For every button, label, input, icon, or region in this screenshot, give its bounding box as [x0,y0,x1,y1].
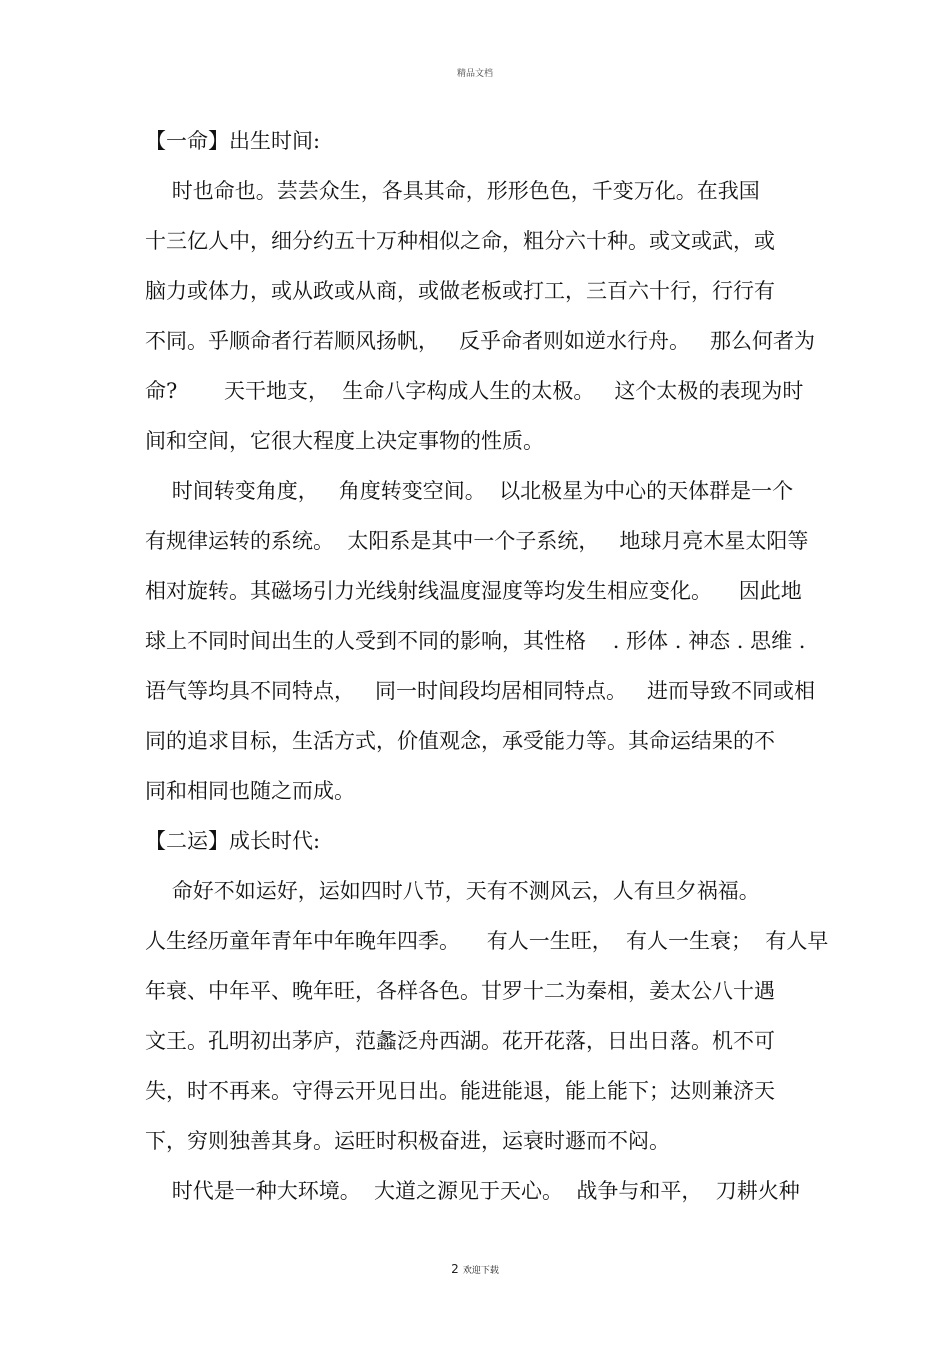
text-line: 同的追求目标，生活方式，价值观念，承受能力等。其命运结果的不 [145,729,775,753]
page-number: 2 [451,1262,459,1276]
text-line: 失，时不再来。守得云开见日出。能进能退，能上能下；达则兼济天 [145,1079,775,1103]
text-line: 有规律运转的系统。 太阳系是其中一个子系统， 地球月亮木星太阳等 [145,529,809,553]
page-header: 精品文档 [456,69,493,79]
text-line: 相对旋转。其磁场引力光线射线温度湿度等均发生相应变化。 因此地 [145,579,802,603]
text-line: 【二运】成长时代: [145,829,321,853]
text-line: 间和空间，它很大程度上决定事物的性质。 [145,429,544,453]
text-line: 时也命也。芸芸众生，各具其命，形形色色，千变万化。在我国 [145,179,760,203]
text-line: 文王。孔明初出茅庐，范蠡泛舟西湖。花开花落，日出日落。机不可 [145,1029,775,1053]
text-line: 脑力或体力，或从政或从商，或做老板或打工，三百六十行，行行有 [145,279,775,303]
text-line: 语气等均具不同特点， 同一时间段均居相同特点。 进而导致不同或相 [145,679,816,703]
text-line: 时间转变角度， 角度转变空间。 以北极星为中心的天体群是一个 [145,479,794,503]
text-line: 同和相同也随之而成。 [145,779,355,803]
text-line: 球上不同时间出生的人受到不同的影响，其性格 . 形体 . 神态 . 思维 . [145,629,806,653]
text-line: 人生经历童年青年中年晚年四季。 有人一生旺， 有人一生衰； 有人早 [145,929,829,953]
page-footer [0,1258,950,1277]
footer-text: 欢迎下载 [462,1266,499,1276]
text-line: 下，穷则独善其身。运旺时积极奋进，运衰时遯而不闷。 [145,1129,670,1153]
text-line: 十三亿人中，细分约五十万种相似之命，粗分六十种。或文或武，或 [145,229,775,253]
text-line: 命? 天干地支， 生命八字构成人生的太极。 这个太极的表现为时 [145,379,804,403]
text-line: 年衰、中年平、晚年旺，各样各色。甘罗十二为秦相，姜太公八十遇 [145,979,775,1003]
text-line: 时代是一种大环境。 大道之源见于天心。 战争与和平， 刀耕火种 [145,1179,800,1203]
text-line: 不同。乎顺命者行若顺风扬帆， 反乎命者则如逆水行舟。 那么何者为 [145,329,816,353]
text-line: 命好不如运好，运如四时八节，天有不测风云，人有旦夕祸福。 [145,879,760,903]
text-line: 【一命】出生时间: [145,129,321,153]
